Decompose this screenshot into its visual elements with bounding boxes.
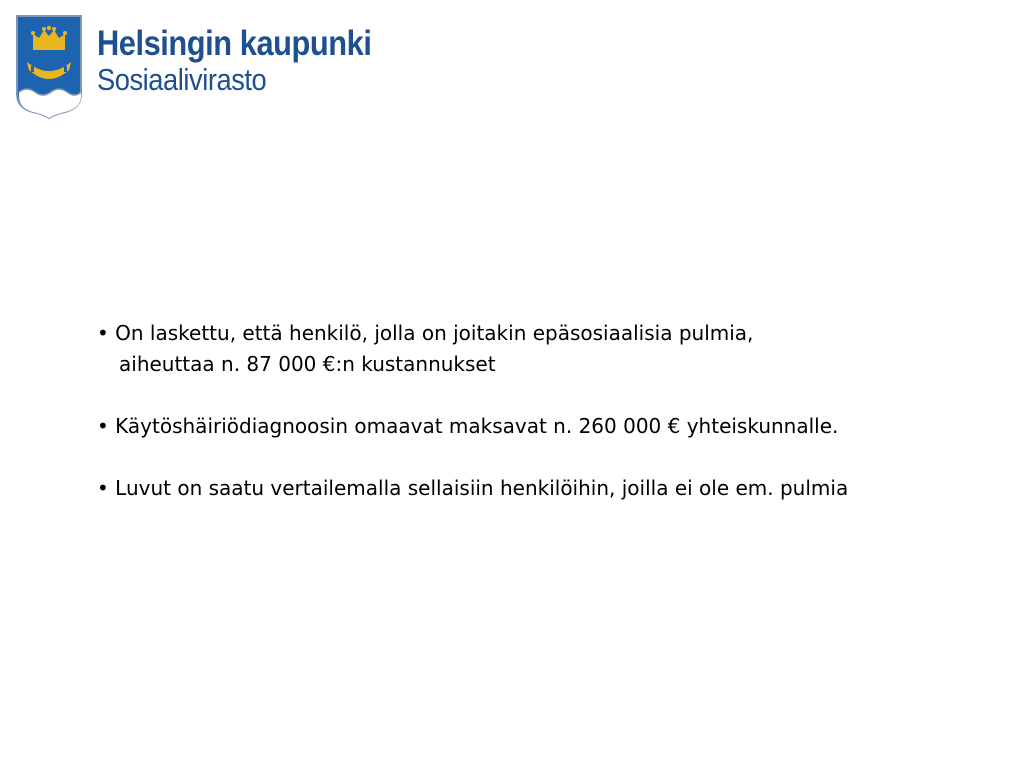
slide-header [15, 14, 409, 120]
organization-name: Helsingin kaupunki [97, 24, 372, 63]
bullet-item [97, 473, 1007, 504]
bullet-item [97, 411, 1007, 442]
bullet-text: • Luvut on saatu vertailemalla sellaisiin henkilöihin, joilla ei ole em. pulmia [97, 476, 849, 500]
bullet-text: • On laskettu, että henkilö, jolla on joitakin epäsosiaalisia pulmia, [97, 321, 754, 345]
bullet-text: • Käytöshäiriödiagnoosin omaavat maksavat n. 260 000 € yhteiskunnalle. [97, 414, 839, 438]
organization-logotype [97, 25, 409, 97]
bullet-text-continuation: aiheuttaa n. 87 000 €:n kustannukset [119, 352, 496, 376]
slide-body [97, 318, 1007, 504]
bullet-item [97, 318, 1007, 380]
helsinki-coat-of-arms-icon [15, 14, 83, 120]
department-name: Sosiaalivirasto [97, 62, 267, 97]
